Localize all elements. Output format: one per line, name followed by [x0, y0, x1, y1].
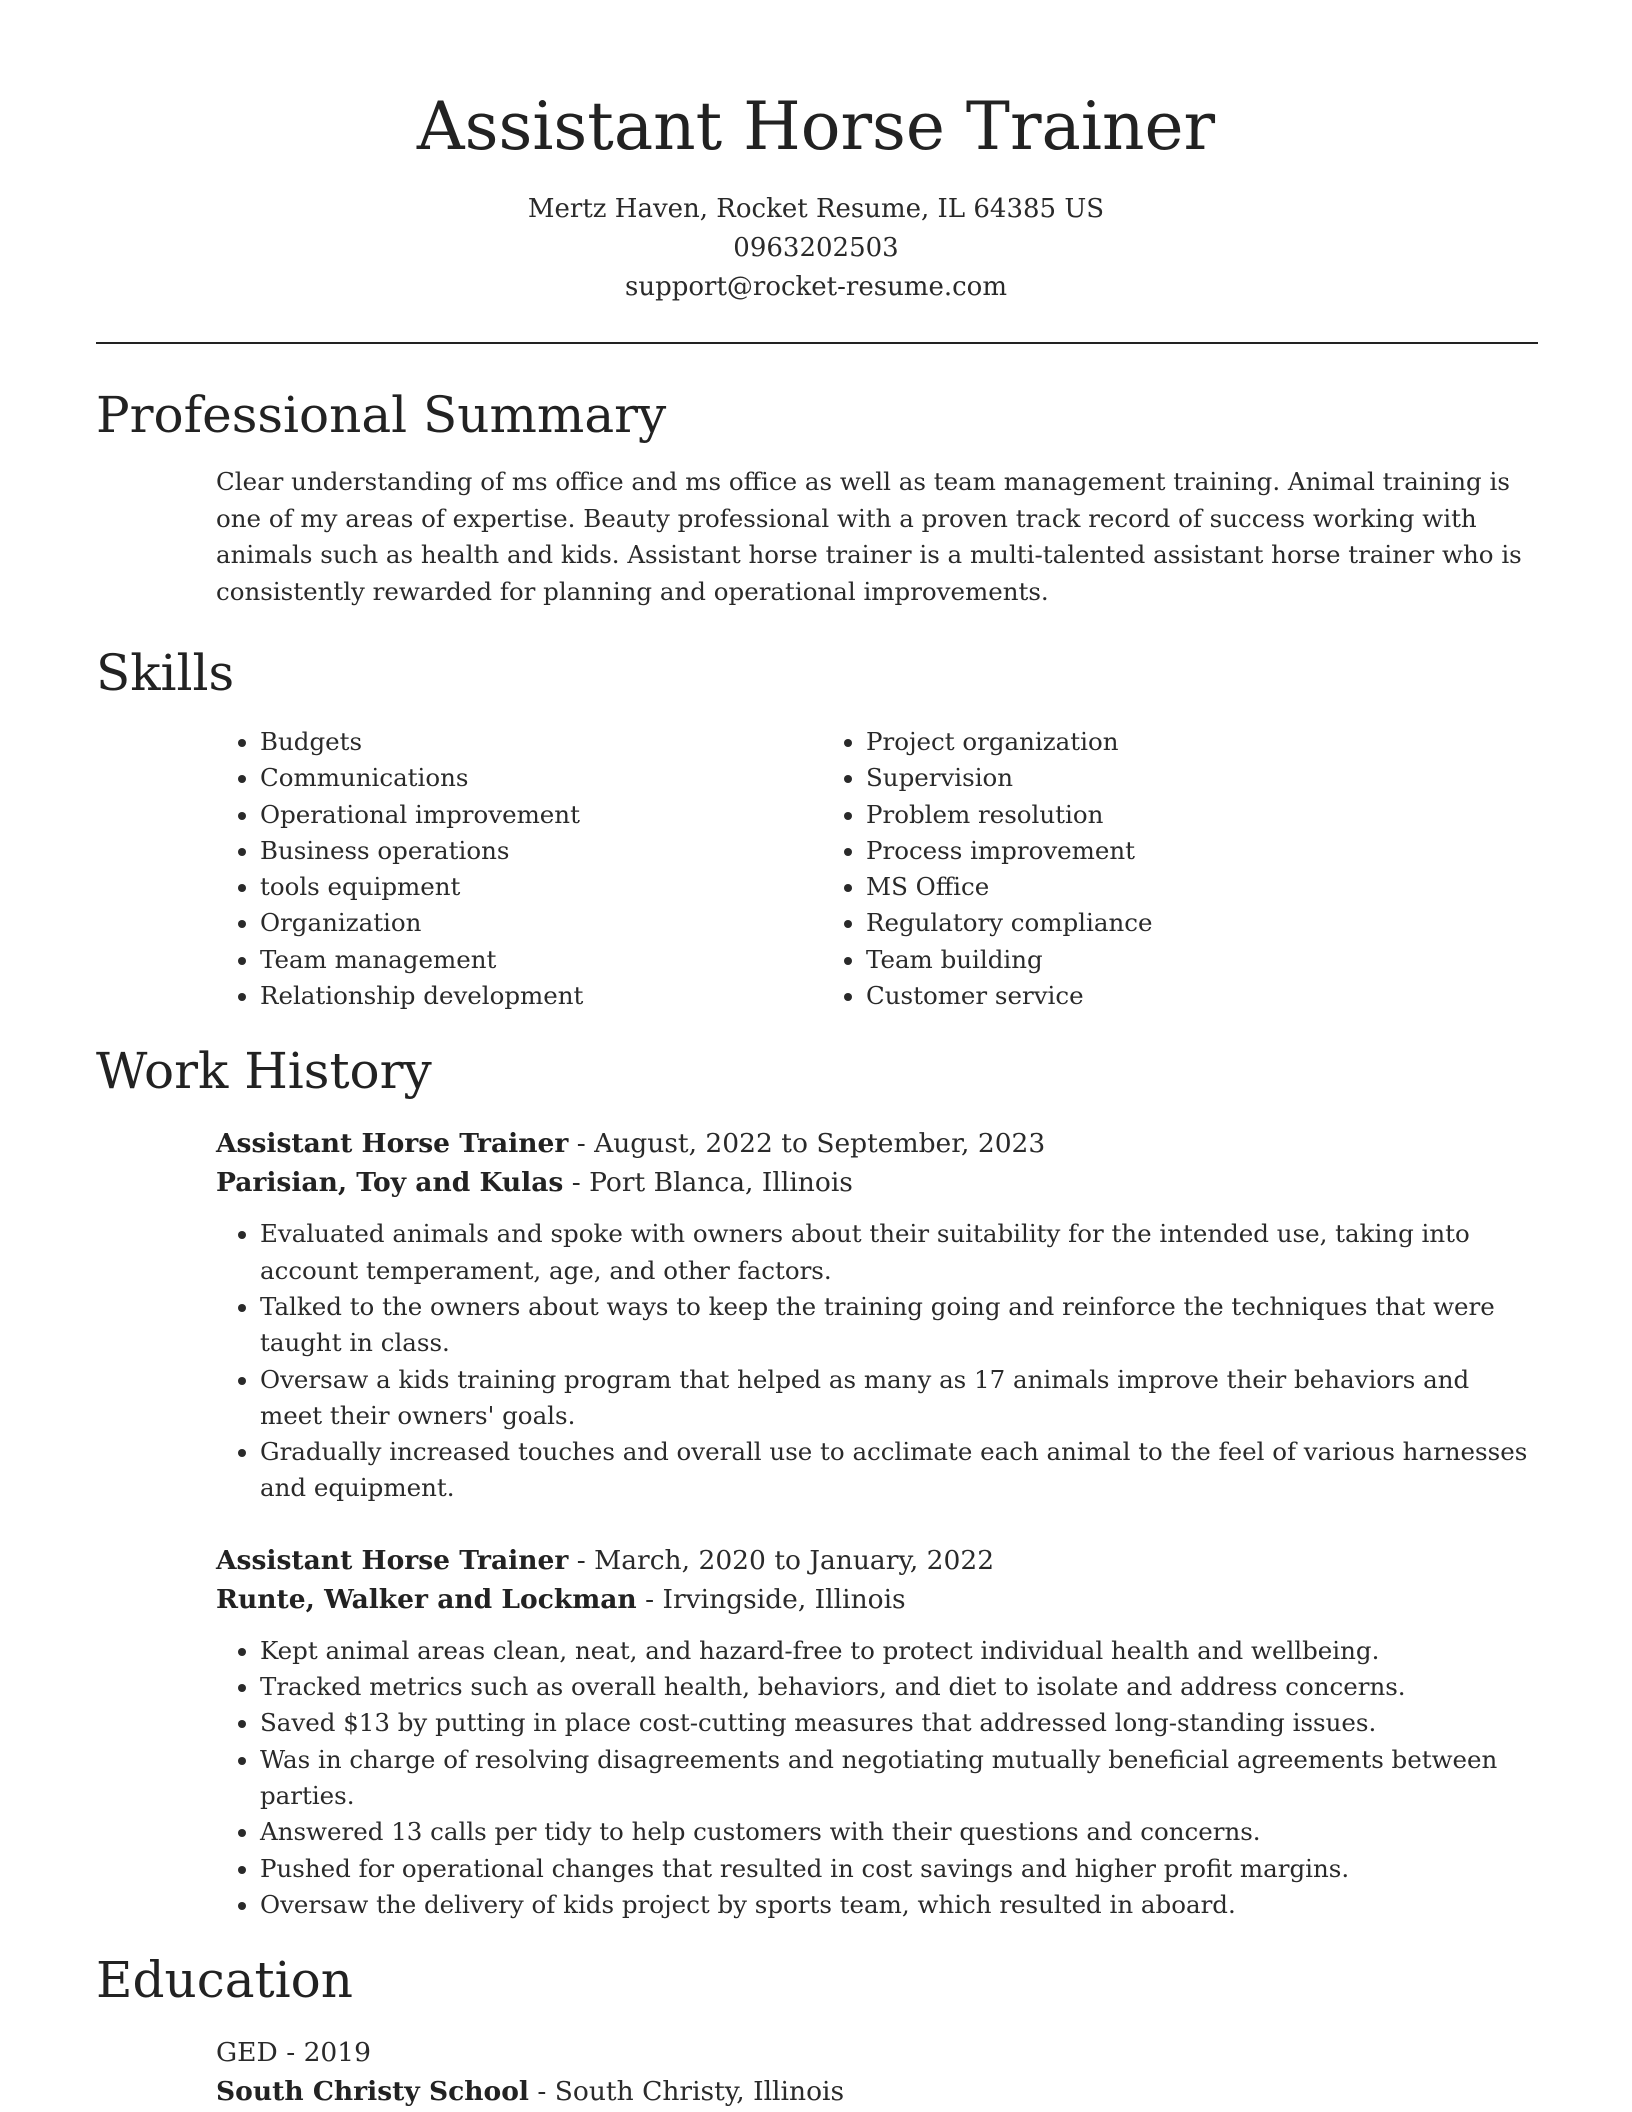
summary-heading: Professional Summary [96, 386, 667, 444]
skill-item: • Budgets [260, 724, 822, 760]
skill-item: • Relationship development [260, 978, 822, 1014]
header-divider [96, 342, 1538, 344]
candidate-name: Assistant Horse Trainer [416, 88, 1216, 165]
job-title: Assistant Horse Trainer [216, 1128, 569, 1160]
skills-column-left [216, 724, 822, 1014]
contact-phone: 0963202503 [733, 233, 899, 263]
skill-item: • Customer service [866, 978, 1428, 1014]
resume-body [96, 380, 1538, 2111]
job-company-line [216, 1580, 1538, 1619]
job-company: Runte, Walker and Lockman [216, 1583, 637, 1615]
job-bullet: • Evaluated animals and spoke with owners about their suitability for the intended use, taking into account temperament, age, and other factors. [260, 1216, 1538, 1289]
skill-item: • Operational improvement [260, 797, 822, 833]
job-bullet: • Saved $13 by putting in place cost-cutting measures that addressed long-standing issues. [260, 1705, 1538, 1741]
education-location: - South Christy, Illinois [528, 2076, 845, 2108]
contact-email: support@rocket-resume.com [624, 272, 1007, 302]
skill-item: • Supervision [866, 760, 1428, 796]
education-heading: Education [96, 1951, 353, 2010]
job-company-line [216, 1163, 1538, 1202]
education-year: - 2019 [277, 2037, 372, 2069]
education-school-line [216, 2072, 1538, 2111]
work-history-heading: Work History [96, 1042, 432, 1101]
resume-header [0, 0, 1632, 307]
contact-info [0, 190, 1632, 307]
education-degree-line [216, 2033, 1538, 2072]
job-entry [216, 1541, 1538, 1923]
education-entry [216, 2033, 1538, 2111]
job-bullet: • Oversaw a kids training program that helped as many as 17 animals improve their behaviors and meet their owners' goals. [260, 1362, 1538, 1435]
job-bullet: • Answered 13 calls per tidy to help customers with their questions and concerns. [260, 1814, 1538, 1850]
job-dates: - March, 2020 to January, 2022 [568, 1544, 995, 1576]
skills-section [96, 638, 1538, 1014]
job-title-line [216, 1541, 1538, 1580]
skill-item: • tools equipment [260, 869, 822, 905]
job-location: - Port Blanca, Illinois [563, 1167, 853, 1199]
work-history-section [96, 1036, 1538, 1923]
skill-item: • Team management [260, 942, 822, 978]
job-bullet: • Oversaw the delivery of kids project by sports team, which resulted in aboard. [260, 1887, 1538, 1923]
job-company: Parisian, Toy and Kulas [216, 1167, 564, 1199]
job-bullet: • Was in charge of resolving disagreements and negotiating mutually beneficial agreements between parties. [260, 1742, 1538, 1815]
skill-item: • Regulatory compliance [866, 905, 1428, 941]
summary-text: Clear understanding of ms office and ms office as well as team management training. Animal training is one of my areas of expertise. Beauty professional with a proven track record of success working with animals such as health and kids. Assistant horse trainer is a multi-talented assistant horse trainer who is consistently rewarded for planning and operational improvements. [216, 467, 1522, 606]
job-location: - Irvingside, Illinois [636, 1583, 906, 1615]
skill-item: • Organization [260, 905, 822, 941]
job-bullet: • Kept animal areas clean, neat, and hazard-free to protect individual health and wellbeing. [260, 1633, 1538, 1669]
job-bullet: • Gradually increased touches and overall use to acclimate each animal to the feel of various harnesses and equipment. [260, 1434, 1538, 1507]
job-title: Assistant Horse Trainer [216, 1544, 569, 1576]
skill-item: • Process improvement [866, 833, 1428, 869]
education-section [96, 1945, 1538, 2111]
job-bullet: • Talked to the owners about ways to keep the training going and reinforce the techniques that were taught in class. [260, 1289, 1538, 1362]
skills-column-right [822, 724, 1428, 1014]
skill-item: • MS Office [866, 869, 1428, 905]
job-bullets [216, 1216, 1538, 1506]
skill-item: • Problem resolution [866, 797, 1428, 833]
skill-item: • Communications [260, 760, 822, 796]
summary-section [96, 380, 1538, 610]
skill-item: • Project organization [866, 724, 1428, 760]
education-school: South Christy School [216, 2076, 529, 2108]
job-title-line [216, 1124, 1538, 1163]
skill-item: • Business operations [260, 833, 822, 869]
job-bullets [216, 1633, 1538, 1923]
contact-address: Mertz Haven, Rocket Resume, IL 64385 US [527, 194, 1105, 224]
job-bullet: • Pushed for operational changes that resulted in cost savings and higher profit margins. [260, 1851, 1538, 1887]
education-degree: GED [216, 2037, 278, 2069]
skill-item: • Team building [866, 942, 1428, 978]
skills-heading: Skills [96, 644, 235, 702]
job-entry [216, 1124, 1538, 1506]
skills-grid [216, 724, 1538, 1014]
job-bullet: • Tracked metrics such as overall health, behaviors, and diet to isolate and address concerns. [260, 1669, 1538, 1705]
job-dates: - August, 2022 to September, 2023 [568, 1128, 1046, 1160]
